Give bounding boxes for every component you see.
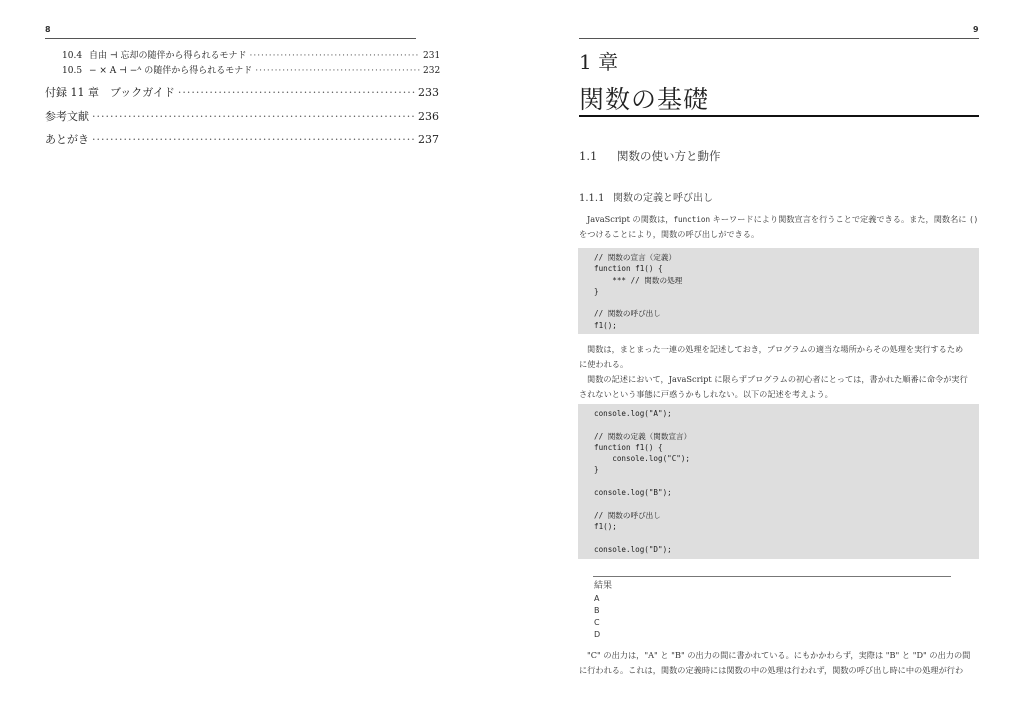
toc-entry[interactable] — [45, 131, 439, 147]
toc-page: 232 — [423, 66, 441, 76]
result-output-line: B — [594, 606, 600, 615]
toc-number: 10.4 — [62, 51, 83, 61]
code-line: console.log("A"); — [594, 409, 672, 418]
code-block-example — [578, 404, 979, 559]
code-line: // 関数の定義（関数宣言） — [594, 431, 692, 441]
result-output-line: D — [594, 630, 601, 639]
subsection-heading — [579, 189, 713, 204]
toc-page: 231 — [423, 51, 441, 61]
text: に行われる。これは，関数の定義時には関数の中の処理は行われず，関数の呼び出し時に中の処理が行わ — [579, 665, 964, 675]
inline-code: function — [673, 215, 711, 224]
toc-entry[interactable] — [45, 108, 439, 124]
code-line: // 関数の呼び出し — [594, 510, 661, 520]
result-label: 結果 — [594, 581, 613, 591]
code-line: console.log("B"); — [594, 488, 672, 498]
code-line — [594, 498, 979, 509]
code-line: } — [594, 286, 599, 296]
header-rule — [45, 38, 416, 39]
text: に使われる。 — [579, 359, 629, 369]
section-title: 関数の使い方と動作 — [617, 149, 721, 163]
code-line — [594, 532, 979, 543]
chapter-rule — [579, 115, 979, 117]
text: JavaScript の関数は， — [587, 214, 674, 224]
code-line: *** // 関数の処理 — [594, 275, 683, 285]
toc-leader — [92, 110, 415, 123]
toc-number: 10.5 — [62, 66, 83, 76]
header-rule — [579, 38, 979, 39]
toc-title: − × A ⊣ −ᴬ の随伴から得られるモナド — [89, 66, 253, 76]
code-line — [594, 419, 979, 430]
toc-title: 付録 11 章 ブックガイド — [45, 86, 175, 99]
section-number: 1.1 — [579, 149, 598, 163]
code-line — [594, 297, 979, 308]
code-line: console.log("D"); — [594, 544, 672, 554]
page-number: 9 — [973, 25, 979, 34]
toc-entry[interactable] — [62, 63, 439, 76]
toc-title: あとがき — [45, 133, 89, 146]
toc-title: 参考文献 — [45, 110, 89, 123]
text: 関数の記述において，JavaScript に限らずプログラムの初心者にとっては，書かれた順番に命令が実行 — [587, 374, 968, 384]
paragraph-explanation — [579, 342, 979, 402]
section-heading — [579, 148, 721, 164]
toc-entry[interactable] — [45, 84, 439, 100]
toc-leader — [255, 66, 420, 76]
code-line: f1(); — [594, 320, 617, 330]
subsection-number: 1.1.1 — [579, 193, 605, 204]
text: キーワードにより関数宣言を行うことで定義できる。また，関数名に — [710, 214, 970, 224]
code-line: // 関数の宣言（定義） — [594, 253, 677, 262]
toc-title: 自由 ⊣ 忘却の随伴から得られるモナド — [89, 51, 247, 61]
chapter-number: 1 章 — [579, 50, 619, 74]
code-line: function f1() { — [594, 264, 663, 274]
code-line: // 関数の呼び出し — [594, 309, 661, 319]
paragraph-result-explanation — [579, 648, 979, 678]
code-line: f1(); — [594, 521, 617, 531]
code-line: console.log("C"); — [594, 454, 691, 464]
result-output-line: A — [594, 594, 600, 603]
toc-leader — [178, 86, 415, 99]
result-output-line: C — [594, 618, 600, 627]
result-rule — [593, 576, 951, 577]
inline-code: () — [969, 215, 979, 224]
toc-page: 236 — [418, 110, 439, 123]
toc-leader — [92, 133, 415, 146]
code-line: function f1() { — [594, 442, 663, 452]
code-block-declaration — [578, 248, 979, 334]
toc-entry[interactable] — [62, 48, 439, 61]
toc-page: 233 — [418, 86, 439, 99]
page-number: 8 — [45, 25, 51, 34]
text: されないという事態に戸惑うかもしれない。以下の記述を考えよう。 — [579, 389, 833, 399]
subsection-title: 関数の定義と呼び出し — [613, 193, 713, 204]
text: 関数は，まとまった一連の処理を記述しておき，プログラムの適当な場所からその処理を実行するため — [587, 344, 964, 354]
text: をつけることにより，関数の呼び出しができる。 — [579, 229, 760, 239]
toc-leader — [249, 51, 420, 61]
code-line: } — [594, 465, 599, 475]
toc-page: 237 — [418, 133, 439, 146]
code-line — [594, 476, 979, 487]
paragraph-intro — [579, 212, 979, 242]
right-page — [512, 0, 1024, 723]
chapter-title: 関数の基礎 — [579, 85, 710, 114]
text: "C" の出力は，"A" と "B" の出力の間に書かれている。にもかかわらず，実際は "B" と "D" の出力の間 — [587, 650, 971, 660]
